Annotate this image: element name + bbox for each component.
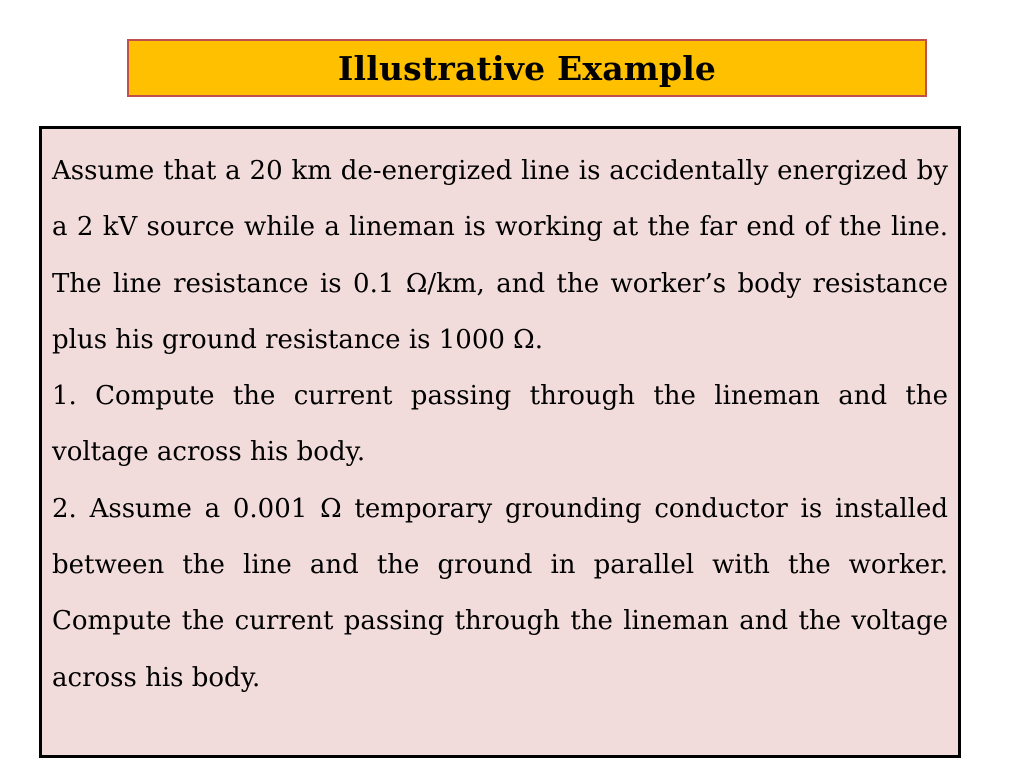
problem-statement-box xyxy=(39,126,961,758)
question-1: 1. Compute the current passing through the lineman and the voltage across his body. xyxy=(52,381,948,468)
question-2: 2. Assume a 0.001 Ω temporary grounding conductor is installed between the line and the ground in parallel with the worker. Compute the current passing through the lineman and the voltage across his body. xyxy=(52,493,948,693)
problem-description: Assume that a 20 km de-energized line is accidentally energized by a 2 kV source while a lineman is working at the far end of the line. The line resistance is 0.1 Ω/km, and the worker’s body resistance plus his ground resistance is 1000 Ω. xyxy=(52,156,948,355)
title-banner xyxy=(127,39,927,97)
slide-title: Illustrative Example xyxy=(337,48,717,88)
